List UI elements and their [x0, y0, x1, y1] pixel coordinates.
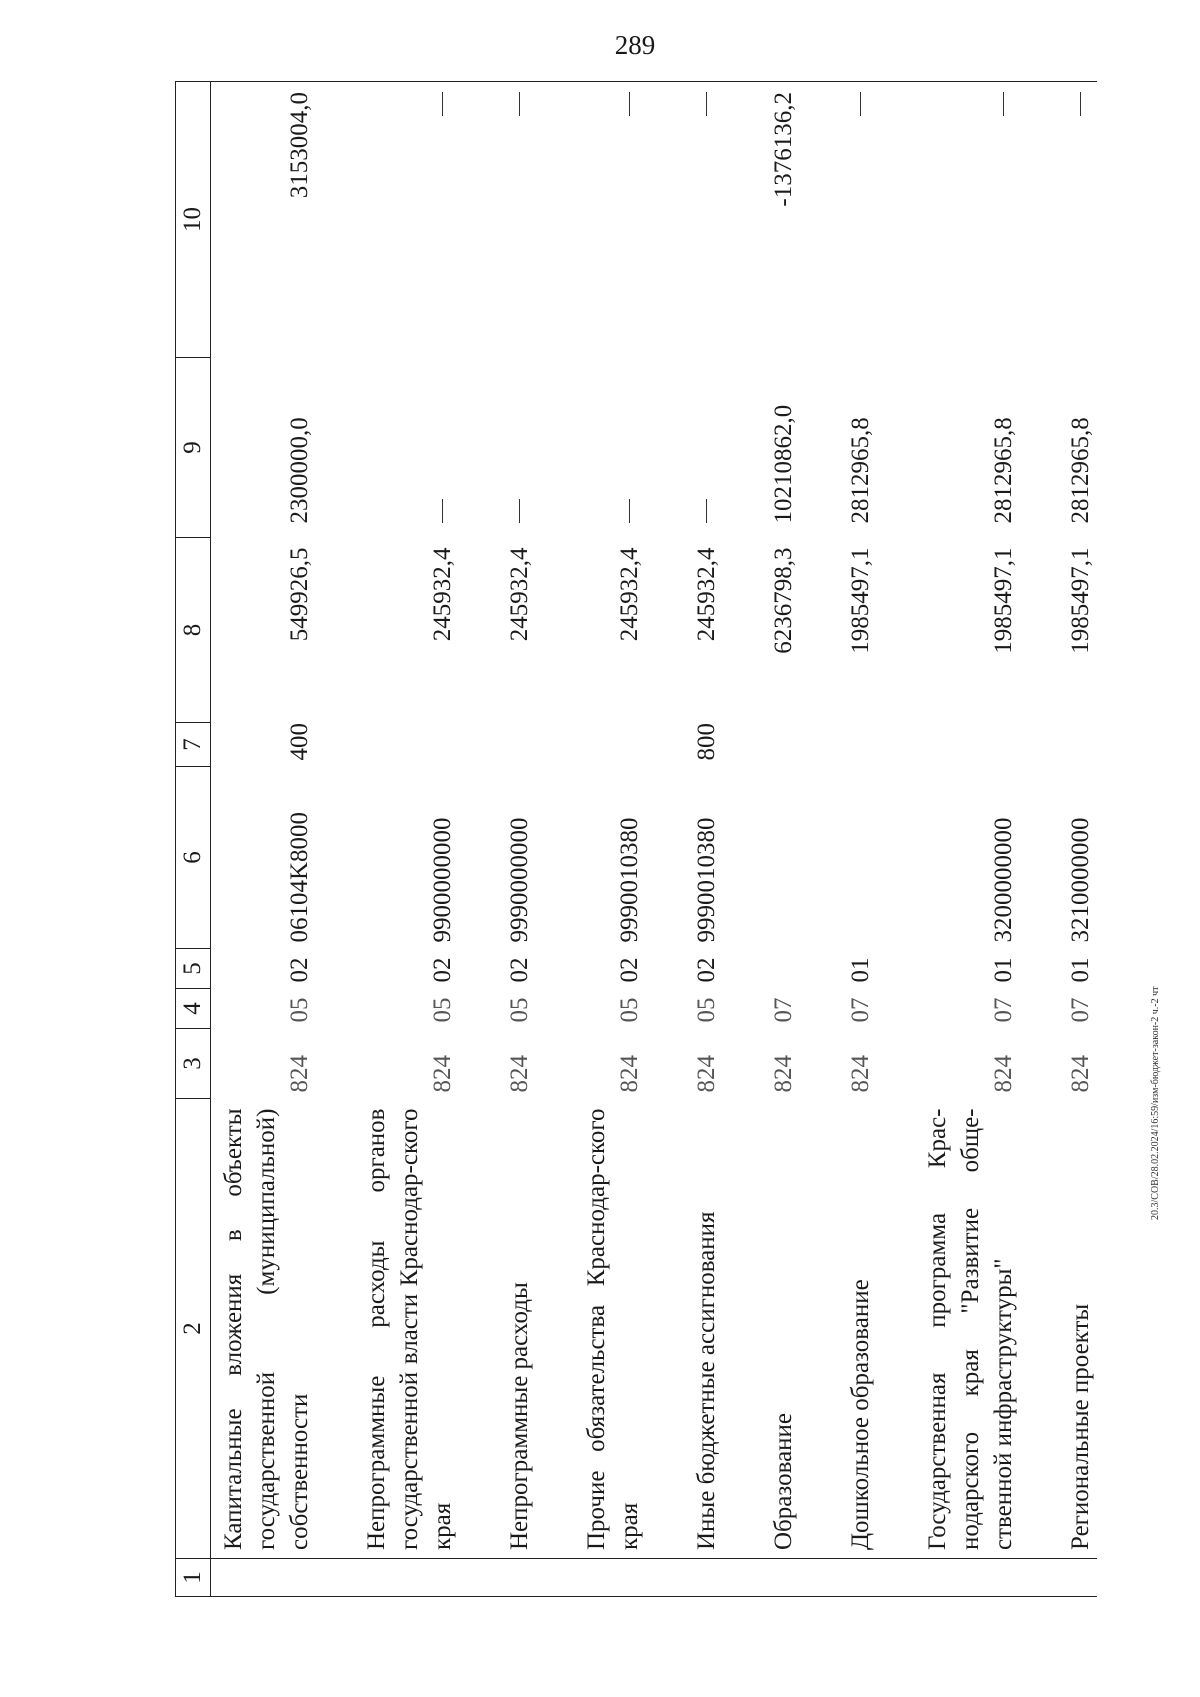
spacer-cell	[536, 1559, 574, 1597]
expense-type-cell	[915, 723, 1020, 767]
spacer-cell	[459, 767, 497, 949]
subsection-code-cell: 02	[286, 957, 313, 983]
target-article-cell	[761, 767, 800, 949]
spacer-cell	[723, 1029, 761, 1099]
row-name-cell: Прочие обязательства Краснодар-ского края	[583, 1108, 643, 1550]
expense-type-cell	[1058, 723, 1097, 767]
spacer-cell	[536, 1099, 574, 1559]
spacer-cell	[877, 1559, 915, 1597]
amount-col9-cell	[497, 358, 536, 538]
section-code-cell: 07	[990, 997, 1017, 1023]
row-index-cell	[354, 1559, 459, 1597]
spacer-cell	[877, 949, 915, 989]
ved-code-cell: 824	[616, 1055, 643, 1093]
spacer-cell	[800, 358, 838, 538]
row-index-cell	[574, 1559, 646, 1597]
spacer-cell	[723, 538, 761, 723]
spacer-cell	[646, 949, 684, 989]
amount-col10-cell	[1058, 82, 1097, 358]
spacer-cell	[316, 949, 354, 989]
dash-mark	[442, 500, 443, 524]
spacer-cell	[536, 767, 574, 949]
spacer-cell	[459, 538, 497, 723]
dash-mark	[629, 92, 630, 116]
row-name-cell: Региональные проекты	[1067, 1303, 1094, 1550]
column-header: 5	[176, 949, 211, 989]
spacer-cell	[723, 989, 761, 1029]
amount-col9-cell	[354, 358, 459, 538]
spacer-cell	[646, 1099, 684, 1559]
spacer-cell	[800, 1099, 838, 1559]
row-name-cell: Непрограммные расходы органов государственной власти Краснодар-ского края	[363, 1108, 456, 1550]
row-spacer	[646, 82, 684, 1597]
section-code-cell: 07	[770, 997, 797, 1023]
target-article-cell: 9990000000	[506, 817, 533, 943]
amount-col8-cell: 245932,4	[693, 547, 720, 642]
spacer-cell	[800, 1559, 838, 1597]
dash-mark	[860, 92, 861, 116]
spacer-cell	[316, 1099, 354, 1559]
amount-col9-cell: 10210862,0	[770, 404, 797, 524]
spacer-cell	[1020, 358, 1058, 538]
budget-table-rotated	[175, 82, 1094, 1597]
table-row	[838, 82, 877, 1597]
dash-mark	[1003, 92, 1004, 116]
column-header: 9	[176, 358, 211, 538]
row-index-cell	[838, 1559, 877, 1597]
spacer-cell	[316, 358, 354, 538]
spacer-cell	[1020, 949, 1058, 989]
dash-mark	[1080, 92, 1081, 116]
amount-col8-cell: 245932,4	[429, 547, 456, 642]
dash-mark	[706, 92, 707, 116]
spacer-cell	[877, 989, 915, 1029]
amount-col10-cell	[574, 82, 646, 358]
spacer-cell	[646, 358, 684, 538]
spacer-cell	[459, 358, 497, 538]
dash-mark	[706, 500, 707, 524]
ved-code-cell: 824	[770, 1055, 797, 1093]
spacer-cell	[1020, 82, 1058, 358]
dash-mark	[442, 92, 443, 116]
subsection-code-cell: 02	[429, 957, 456, 983]
table-row	[684, 82, 723, 1597]
expense-type-cell	[838, 723, 877, 767]
spacer-cell	[723, 949, 761, 989]
ved-code-cell: 824	[506, 1055, 533, 1093]
spacer-cell	[316, 723, 354, 767]
spacer-cell	[1020, 1029, 1058, 1099]
spacer-cell	[316, 1559, 354, 1597]
target-article-cell: 3210000000	[1067, 817, 1094, 943]
spacer-cell	[646, 82, 684, 358]
row-name-cell: Образование	[770, 1412, 797, 1550]
ved-code-cell: 824	[847, 1055, 874, 1093]
amount-col8-cell: 549926,5	[286, 547, 313, 642]
dash-mark	[519, 92, 520, 116]
spacer-cell	[800, 82, 838, 358]
row-spacer	[536, 82, 574, 1597]
spacer-cell	[877, 723, 915, 767]
row-name-cell: Капитальные вложения в объекты государственной (муниципальной) собственности	[220, 1108, 313, 1550]
row-name-cell: Государственная программа Крас-нодарского края "Развитие обще-ственной инфраструктуры"	[924, 1108, 1017, 1550]
ved-code-cell: 824	[990, 1055, 1017, 1093]
spacer-cell	[723, 1099, 761, 1559]
row-name-cell: Иные бюджетные ассигнования	[693, 1211, 720, 1550]
amount-col8-cell: 1985497,1	[847, 547, 874, 654]
section-code-cell: 05	[616, 997, 643, 1023]
row-index-cell	[1058, 1559, 1097, 1597]
column-header: 10	[176, 82, 211, 358]
spacer-cell	[459, 1559, 497, 1597]
spacer-cell	[459, 1099, 497, 1559]
spacer-cell	[459, 949, 497, 989]
spacer-cell	[646, 767, 684, 949]
spacer-cell	[316, 767, 354, 949]
amount-col9-cell	[574, 358, 646, 538]
spacer-cell	[536, 949, 574, 989]
column-header: 1	[176, 1559, 211, 1597]
amount-col9-cell: 2812965,8	[990, 417, 1017, 524]
spacer-cell	[1020, 538, 1058, 723]
section-code-cell: 05	[506, 997, 533, 1023]
expense-type-cell	[574, 723, 646, 767]
row-index-cell	[211, 1559, 317, 1597]
expense-type-cell: 400	[286, 723, 313, 761]
row-index-cell	[497, 1559, 536, 1597]
target-article-cell: 9900000000	[429, 817, 456, 943]
spacer-cell	[646, 1559, 684, 1597]
spacer-cell	[646, 538, 684, 723]
ved-code-cell: 824	[693, 1055, 720, 1093]
spacer-cell	[459, 723, 497, 767]
table-row	[915, 82, 1020, 1597]
amount-col10-cell	[354, 82, 459, 358]
spacer-cell	[316, 82, 354, 358]
expense-type-cell	[497, 723, 536, 767]
spacer-cell	[877, 538, 915, 723]
spacer-cell	[316, 1029, 354, 1099]
amount-col9-cell: 2300000,0	[286, 417, 313, 524]
spacer-cell	[536, 358, 574, 538]
section-code-cell: 07	[1067, 997, 1094, 1023]
document-footer-code: 20.3/COB/28.02.2024/16:59/изм-бюджет-закон-2 ч.-2 чт	[1150, 986, 1161, 1220]
target-article-cell: 06104K8000	[286, 811, 313, 943]
row-name-cell: Дошкольное образование	[847, 1279, 874, 1550]
spacer-cell	[1020, 989, 1058, 1029]
spacer-cell	[800, 538, 838, 723]
spacer-cell	[316, 989, 354, 1029]
row-spacer	[800, 82, 838, 1597]
spacer-cell	[723, 82, 761, 358]
table-row	[211, 82, 317, 1597]
spacer-cell	[316, 538, 354, 723]
ved-code-cell: 824	[1067, 1055, 1094, 1093]
spacer-cell	[1020, 767, 1058, 949]
spacer-cell	[877, 767, 915, 949]
target-article-cell: 9990010380	[693, 817, 720, 943]
target-article-cell: 3200000000	[990, 817, 1017, 943]
amount-col10-cell: 3153004,0	[211, 82, 317, 358]
subsection-code-cell	[761, 949, 800, 989]
amount-col10-cell	[497, 82, 536, 358]
spacer-cell	[1020, 723, 1058, 767]
subsection-code-cell: 01	[1067, 957, 1094, 983]
expense-type-cell	[761, 723, 800, 767]
table-row	[574, 82, 646, 1597]
spacer-cell	[1020, 1559, 1058, 1597]
spacer-cell	[800, 723, 838, 767]
target-article-cell	[838, 767, 877, 949]
spacer-cell	[536, 989, 574, 1029]
spacer-cell	[459, 1029, 497, 1099]
row-index-cell	[684, 1559, 723, 1597]
table-body	[211, 82, 1098, 1597]
table-row	[761, 82, 800, 1597]
amount-col9-cell: 2812965,8	[1067, 417, 1094, 524]
row-spacer	[877, 82, 915, 1597]
amount-col10-cell: -1376136,2	[761, 82, 800, 358]
amount-col8-cell: 1985497,1	[990, 547, 1017, 654]
spacer-cell	[536, 723, 574, 767]
column-header: 2	[176, 1099, 211, 1559]
spacer-cell	[646, 989, 684, 1029]
ved-code-cell: 824	[429, 1055, 456, 1093]
expense-type-cell	[354, 723, 459, 767]
column-header: 4	[176, 989, 211, 1029]
page-number: 289	[614, 30, 656, 60]
amount-col8-cell: 6236798,3	[770, 547, 797, 654]
budget-table	[175, 81, 1097, 1597]
section-code-cell: 05	[429, 997, 456, 1023]
table-row	[497, 82, 536, 1597]
row-name-cell: Непрограммные расходы	[506, 1282, 533, 1550]
target-article-cell: 9990010380	[616, 817, 643, 943]
column-header: 3	[176, 1029, 211, 1099]
row-spacer	[316, 82, 354, 1597]
spacer-cell	[646, 1029, 684, 1099]
spacer-cell	[877, 358, 915, 538]
spacer-cell	[877, 82, 915, 358]
spacer-cell	[459, 82, 497, 358]
subsection-code-cell: 02	[693, 957, 720, 983]
amount-col9-cell	[684, 358, 723, 538]
spacer-cell	[723, 767, 761, 949]
section-code-cell: 07	[847, 997, 874, 1023]
table-row	[354, 82, 459, 1597]
spacer-cell	[536, 82, 574, 358]
amount-col8-cell: 245932,4	[506, 547, 533, 642]
spacer-cell	[723, 723, 761, 767]
spacer-cell	[723, 358, 761, 538]
amount-col9-cell: 2812965,8	[847, 417, 874, 524]
amount-col10-cell	[915, 82, 1020, 358]
row-spacer	[1020, 82, 1058, 1597]
column-header: 6	[176, 767, 211, 949]
row-spacer	[459, 82, 497, 1597]
column-number-header-row	[176, 82, 211, 1597]
amount-col8-cell: 1985497,1	[1067, 547, 1094, 654]
spacer-cell	[800, 1029, 838, 1099]
expense-type-cell: 800	[693, 723, 720, 761]
section-code-cell: 05	[693, 997, 720, 1023]
spacer-cell	[800, 767, 838, 949]
spacer-cell	[877, 1099, 915, 1559]
spacer-cell	[800, 989, 838, 1029]
row-index-cell	[761, 1559, 800, 1597]
amount-col10-cell	[684, 82, 723, 358]
spacer-cell	[536, 538, 574, 723]
spacer-cell	[723, 1559, 761, 1597]
dash-mark	[629, 500, 630, 524]
table-row	[1058, 82, 1097, 1597]
amount-col10-cell	[838, 82, 877, 358]
row-index-cell	[915, 1559, 1020, 1597]
spacer-cell	[646, 723, 684, 767]
spacer-cell	[1020, 1099, 1058, 1559]
spacer-cell	[877, 1029, 915, 1099]
ved-code-cell: 824	[286, 1055, 313, 1093]
subsection-code-cell: 01	[847, 957, 874, 983]
amount-col8-cell: 245932,4	[616, 547, 643, 642]
section-code-cell: 05	[286, 997, 313, 1023]
row-spacer	[723, 82, 761, 1597]
column-header: 7	[176, 723, 211, 767]
spacer-cell	[800, 949, 838, 989]
subsection-code-cell: 02	[616, 957, 643, 983]
subsection-code-cell: 02	[506, 957, 533, 983]
column-header: 8	[176, 538, 211, 723]
spacer-cell	[536, 1029, 574, 1099]
dash-mark	[519, 500, 520, 524]
subsection-code-cell: 01	[990, 957, 1017, 983]
spacer-cell	[459, 989, 497, 1029]
